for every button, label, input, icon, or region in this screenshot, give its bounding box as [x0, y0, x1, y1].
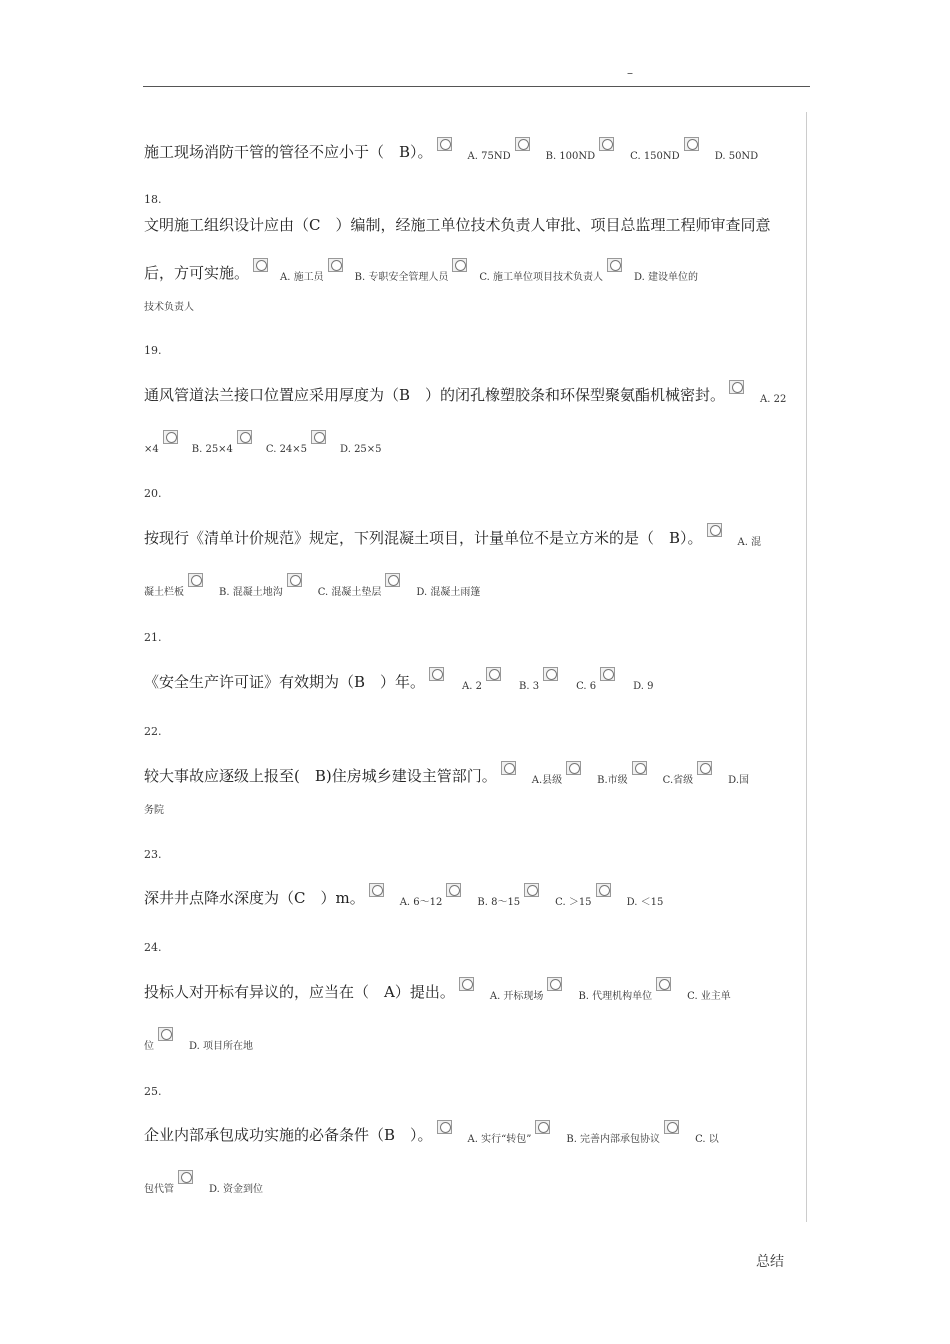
question-stem: 按现行《清单计价规范》规定，下列混凝土项目，计量单位不是立方米的是（ B）。 — [144, 529, 703, 547]
footer-summary: 总结 — [756, 1254, 784, 1270]
radio-option-d[interactable] — [596, 883, 611, 897]
option-a: A. 实行“转包” — [467, 1134, 532, 1145]
option-wrap: 务院 — [144, 805, 164, 816]
radio-option-b[interactable] — [486, 667, 501, 681]
question-22 — [144, 761, 749, 784]
question-stem: 深井井点降水深度为（C ）m。 — [144, 889, 365, 907]
question-20 — [144, 523, 761, 546]
question-21 — [144, 667, 653, 690]
radio-option-b[interactable] — [566, 761, 581, 775]
question-18-options — [144, 258, 698, 281]
question-number: 22. — [144, 725, 162, 738]
radio-option-c[interactable] — [632, 761, 647, 775]
radio-option-d[interactable] — [600, 667, 615, 681]
question-stem: 较大事故应逐级上报至( B)住房城乡建设主管部门。 — [144, 767, 497, 785]
option-b: B. 3 — [518, 681, 540, 692]
question-stem: 《安全生产许可证》有效期为（B ）年。 — [144, 673, 426, 691]
option-c: C. 24×5 — [265, 444, 308, 455]
radio-option-b[interactable] — [535, 1120, 550, 1134]
option-a: A. 6～12 — [399, 897, 443, 908]
radio-option-d[interactable] — [385, 573, 400, 587]
option-c: C.省级 — [662, 775, 694, 786]
question-stem: 通风管道法兰接口位置应采用厚度为（B ）的闭孔橡塑胶条和环保型聚氨酯机械密封。 — [144, 386, 726, 404]
question-17 — [144, 137, 758, 160]
radio-option-c[interactable] — [287, 573, 302, 587]
question-stem: 企业内部承包成功实施的必备条件（B ）。 — [144, 1126, 433, 1144]
radio-option-a[interactable] — [429, 667, 444, 681]
option-d: D. 25×5 — [340, 444, 382, 455]
header-rule — [143, 86, 810, 87]
radio-option-c[interactable] — [599, 137, 614, 151]
option-b: B. 完善内部承包协议 — [566, 1134, 661, 1145]
option-b: B. 专职安全管理人员 — [354, 272, 449, 283]
radio-option-c[interactable] — [452, 258, 467, 272]
option-d: D. 50ND — [714, 151, 759, 162]
option-d: D. ＜15 — [626, 897, 664, 908]
radio-option-a[interactable] — [437, 137, 452, 151]
question-number: 25. — [144, 1085, 162, 1098]
option-b: B. 8～15 — [477, 897, 521, 908]
option-d: D. 项目所在地 — [189, 1041, 254, 1052]
right-margin-rule — [806, 112, 807, 1222]
option-c: C. ＞15 — [555, 897, 592, 908]
question-number: 24. — [144, 941, 162, 954]
radio-option-a[interactable] — [707, 523, 722, 537]
option-c: C. 业主单 — [687, 991, 731, 1002]
question-24-options — [144, 1027, 253, 1050]
radio-option-c[interactable] — [524, 883, 539, 897]
radio-option-d[interactable] — [684, 137, 699, 151]
option-a: A. 开标现场 — [489, 991, 544, 1002]
radio-option-a[interactable] — [437, 1120, 452, 1134]
question-19 — [144, 380, 786, 403]
option-d: D. 9 — [633, 681, 654, 692]
option-d: D. 资金到位 — [209, 1184, 264, 1195]
question-19-options — [144, 430, 382, 453]
question-number: 19. — [144, 344, 162, 357]
option-d: D. 建设单位的 — [633, 272, 699, 283]
radio-option-a[interactable] — [501, 761, 516, 775]
question-number: 21. — [144, 631, 162, 644]
option-c: C. 6 — [576, 681, 597, 692]
option-c-cont: 包代管 — [144, 1184, 174, 1195]
question-stem: 投标人对开标有异议的，应当在（ A）提出。 — [144, 983, 455, 1001]
option-a-cont: 凝土栏板 — [144, 587, 184, 598]
option-wrap: 技术负责人 — [144, 302, 194, 313]
radio-option-b[interactable] — [163, 430, 178, 444]
question-25 — [144, 1120, 719, 1143]
radio-option-b[interactable] — [515, 137, 530, 151]
question-23 — [144, 883, 663, 906]
option-a: A. 混 — [737, 537, 762, 548]
option-c-cont: 位 — [144, 1041, 154, 1052]
radio-option-b[interactable] — [328, 258, 343, 272]
radio-option-b[interactable] — [446, 883, 461, 897]
option-b: B. 25×4 — [191, 444, 233, 455]
radio-option-a[interactable] — [253, 258, 268, 272]
radio-option-a[interactable] — [459, 977, 474, 991]
radio-option-a[interactable] — [729, 380, 744, 394]
question-stem: 文明施工组织设计应由（C ）编制，经施工单位技术负责人审批、项目总监理工程师审查同意 — [144, 216, 771, 234]
option-c: C. 以 — [695, 1134, 719, 1145]
radio-option-d[interactable] — [607, 258, 622, 272]
option-d: D.国 — [728, 775, 749, 786]
option-c: C. 施工单位项目技术负责人 — [479, 272, 603, 283]
question-24 — [144, 977, 731, 1000]
question-25-options — [144, 1170, 263, 1193]
radio-option-b[interactable] — [188, 573, 203, 587]
radio-option-c[interactable] — [543, 667, 558, 681]
option-b: B. 代理机构单位 — [578, 991, 653, 1002]
option-a: A. 施工员 — [280, 272, 324, 283]
question-stem-cont: 后，方可实施。 — [144, 264, 250, 282]
option-a: A. 2 — [462, 681, 482, 692]
header-mark: – — [627, 66, 633, 80]
radio-option-d[interactable] — [178, 1170, 193, 1184]
question-number: 20. — [144, 487, 162, 500]
option-c: C. 150ND — [630, 151, 680, 162]
radio-option-c[interactable] — [656, 977, 671, 991]
radio-option-d[interactable] — [158, 1027, 173, 1041]
option-c: C. 混凝土垫层 — [317, 587, 382, 598]
radio-option-c[interactable] — [664, 1120, 679, 1134]
radio-option-c[interactable] — [237, 430, 252, 444]
option-d: D. 混凝土雨篷 — [416, 587, 481, 598]
radio-option-a[interactable] — [369, 883, 384, 897]
question-number: 23. — [144, 848, 162, 861]
question-20-options — [144, 573, 480, 596]
option-a: A.县级 — [531, 775, 563, 786]
option-b: B.市级 — [597, 775, 628, 786]
radio-option-b[interactable] — [547, 977, 562, 991]
option-a-cont: ×4 — [144, 444, 159, 455]
radio-option-d[interactable] — [697, 761, 712, 775]
question-number: 18. — [144, 193, 162, 206]
radio-option-d[interactable] — [311, 430, 326, 444]
option-b: B. 混凝土地沟 — [219, 587, 283, 598]
option-a: A. 22 — [760, 394, 787, 405]
option-a: A. 75ND — [467, 151, 511, 162]
question-stem: 施工现场消防干管的管径不应小于（ B）。 — [144, 143, 433, 161]
option-b: B. 100ND — [545, 151, 596, 162]
